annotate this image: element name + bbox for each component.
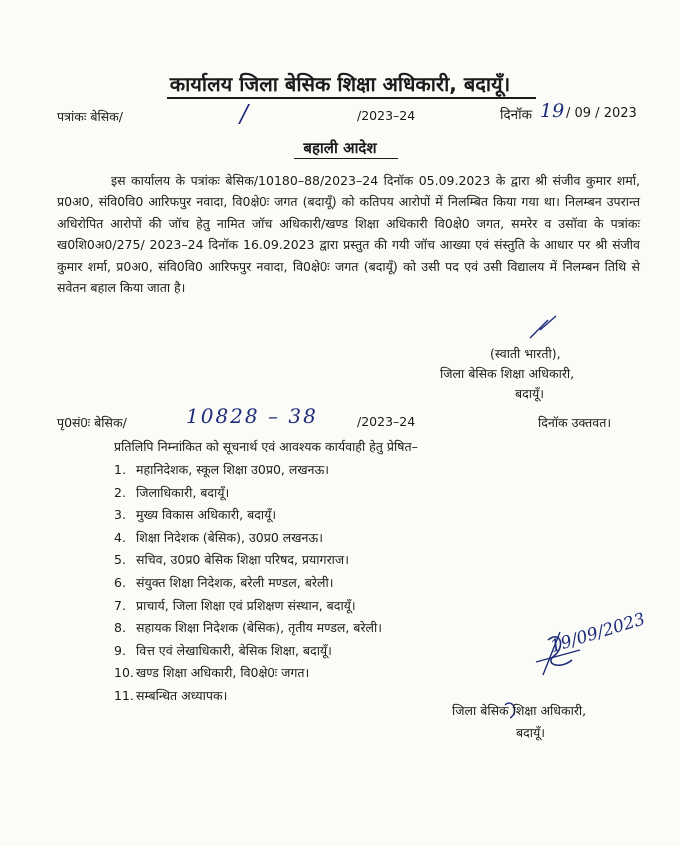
recipient-text: जिलाधिकारी, बदायूँ। <box>136 484 230 500</box>
letter-ref-hand-mark: / <box>240 100 249 128</box>
recipient-number: 5. <box>114 552 126 568</box>
date-label: दिनॉक <box>500 107 533 123</box>
recipient-number: 9. <box>114 642 126 658</box>
officer-place-2: बदायूँ। <box>516 725 546 740</box>
recipient-number: 6. <box>114 574 126 590</box>
officer-designation-2: जिला बेसिक शिक्षा अधिकारी, <box>452 703 587 718</box>
letter-ref-session: /2023–24 <box>357 108 416 123</box>
recipient-number: 4. <box>114 529 126 545</box>
endorsement-prefix: पृ0सं0ः बेसिक/ <box>57 415 127 430</box>
recipient-text: शिक्षा निदेशक (बेसिक), उ0प्र0 लखनऊ। <box>136 529 323 545</box>
letter-ref-prefix: पत्रांकः बेसिक/ <box>57 109 123 124</box>
recipient-text: संयुक्त शिक्षा निदेशक, बरेली मण्डल, बरेली। <box>136 574 334 590</box>
recipient-number: 10. <box>114 665 134 681</box>
officer-name: (स्वाती भारती), <box>490 346 561 361</box>
recipient-text: वित्त एवं लेखाधिकारी, बेसिक शिक्षा, बदायूँ। <box>136 642 332 658</box>
recipient-number: 1. <box>114 462 126 477</box>
recipient-number: 11. <box>114 687 134 703</box>
date-day-handwritten: 19 <box>540 100 565 122</box>
recipient-text: खण्ड शिक्षा अधिकारी, वि0क्षे0ः जगत। <box>136 665 310 681</box>
recipient-text: सहायक शिक्षा निदेशक (बेसिक), तृतीय मण्डल, बरेली। <box>136 620 383 636</box>
date-rest: / 09 / 2023 <box>566 106 637 121</box>
endorsement-session: /2023–24 <box>357 414 416 429</box>
recipient-number: 8. <box>114 620 126 636</box>
recipient-number: 3. <box>114 507 126 523</box>
officer-place: बदायूँ। <box>515 386 545 401</box>
endorsement-date: दिनॉक उक्तवत। <box>538 415 612 430</box>
office-title: कार्यालय जिला बेसिक शिक्षा अधिकारी, बदायूँ। <box>169 72 511 96</box>
recipient-text: मुख्य विकास अधिकारी, बदायूँ। <box>136 507 277 523</box>
recipient-number: 2. <box>114 484 126 500</box>
recipient-number: 7. <box>114 597 126 613</box>
officer-designation: जिला बेसिक शिक्षा अधिकारी, <box>440 366 575 381</box>
recipient-text: प्राचार्य, जिला शिक्षा एवं प्रशिक्षण संस्थान, बदायूँ। <box>136 597 356 613</box>
order-body: इस कार्यालय के पत्रांकः बेसिक/10180–88/2023–24 दिनॉक 05.09.2023 के द्वारा श्री संजीव कुमार शर्मा, प्र0अ0, संवि0वि0 आरिफपुर नवादा, वि0क्षे0ः जगत (बदायूँ) को कतिपय आरोपों में निलम्बित किया गया था। निलम्बन उपरान्त अधिरोपित आरोपों की जॉच हेतु नामित जॉच अधिकारी/खण्ड शिक्षा अधिकारी वि0क्षे0 जगत, समरेर व उसॉवा के पत्रांकः ख0शि0अ0/275/ 2023–24 दिनॉक 16.09.2023 द्वारा प्रस्तुत की गयी जॉच आख्या एवं संस्तुति के आधार पर श्री संजीव कुमार शर्मा, प्र0अ0, संवि0वि0 आरिफपुर नवादा, वि0क्षे0ः जगत (बदायूँ) को उसी पद एवं उसी विद्यालय में निलम्बन तिथि से सवेतन बहाल किया जाता है। <box>57 173 640 296</box>
copy-intro: प्रतिलिपि निम्नांकित को सूचनार्थ एवं आवश्यक कार्यवाही हेतु प्रेषित– <box>114 439 418 454</box>
recipient-text: सम्बन्धित अध्यापक। <box>136 687 228 703</box>
signature-2-handwritten-date: 19/09/2023 <box>548 609 648 658</box>
order-title: बहाली आदेश <box>303 139 377 157</box>
recipient-text: महानिदेशक, स्कूल शिक्षा उ0प्र0, लखनऊ। <box>136 462 330 477</box>
signature-block-2 <box>452 700 652 744</box>
recipient-text: सचिव, उ0प्र0 बेसिक शिक्षा परिषद, प्रयागराज। <box>136 552 349 568</box>
endorsement-number-handwritten: 10828 – 38 <box>186 404 318 428</box>
